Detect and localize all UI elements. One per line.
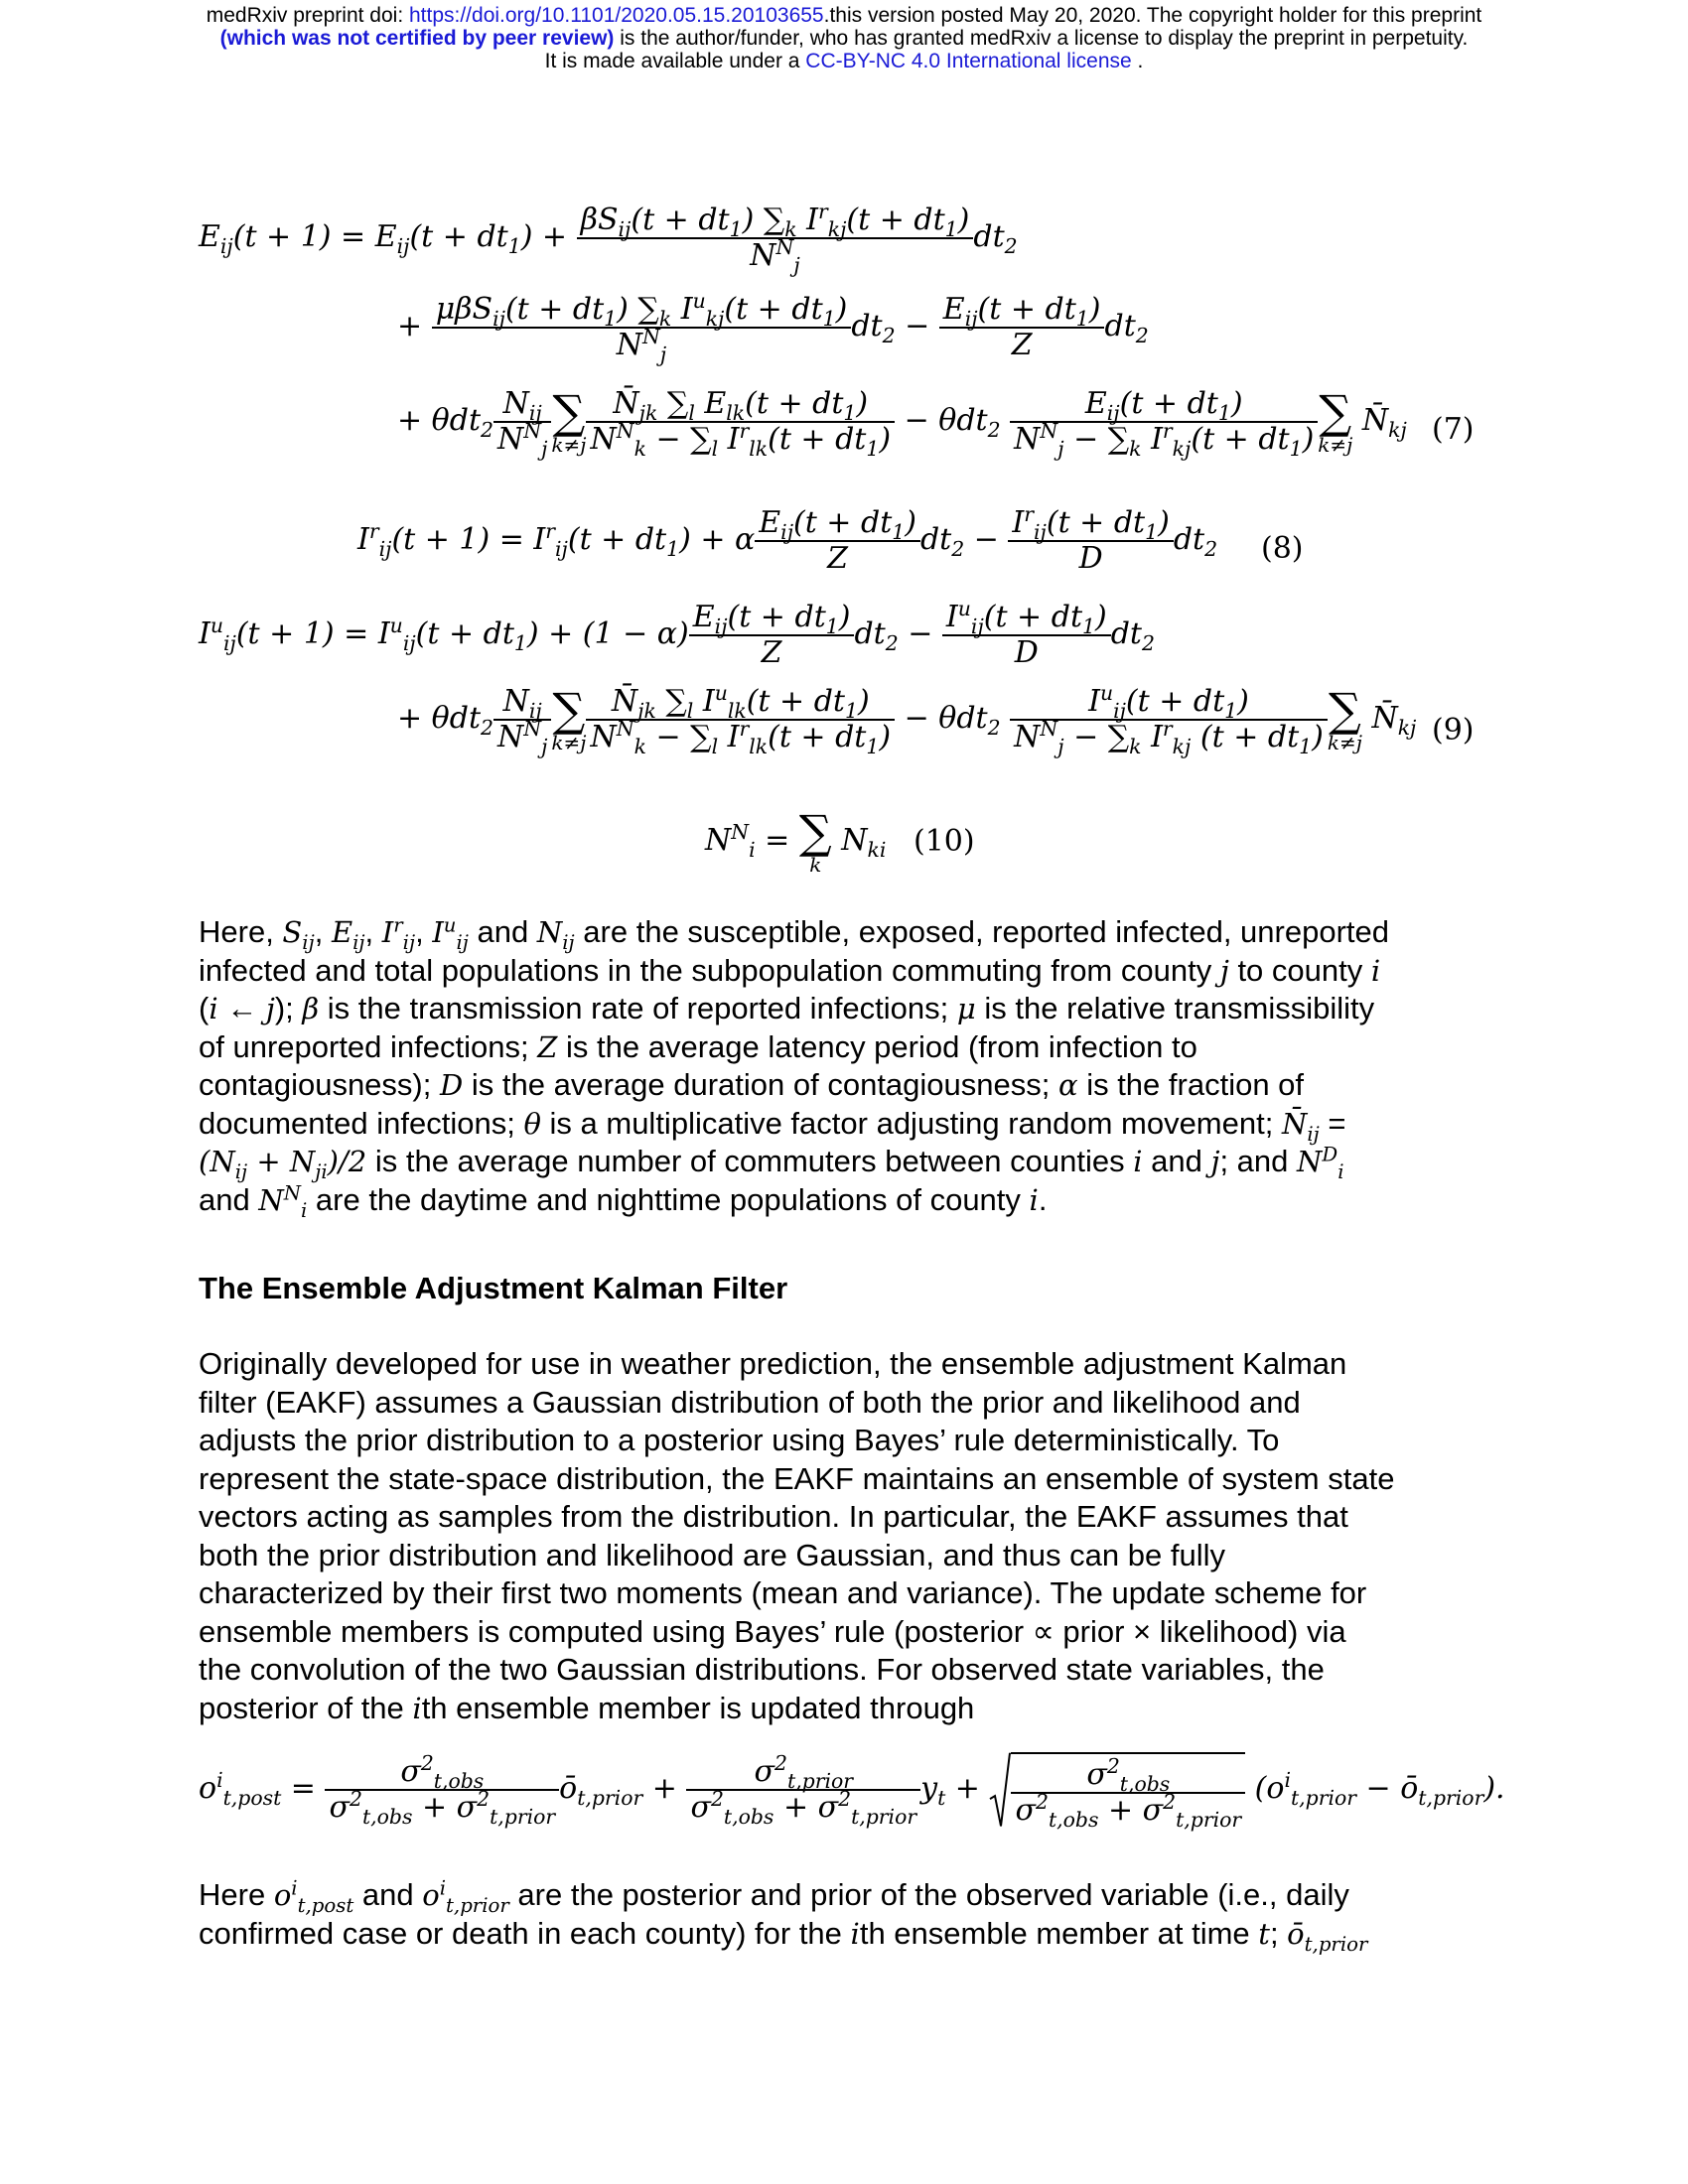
para3-line: Here $o^i_{t,post}$ and $o^i_{t,prior}$ are the posterior and prior of the observed variable (i.e., daily	[199, 1876, 1349, 1917]
para1-line: (i ← j); β is the transmission rate of reported infections; μ is the relative transmissibility	[199, 991, 1375, 1025]
para1-line: documented infections; θ is a multiplicative factor adjusting random movement; $N̄_{ij}$ =	[199, 1105, 1346, 1146]
equation-7-label: (7)	[1432, 412, 1475, 447]
para2-line: filter (EAKF) assumes a Gaussian distribution of both the prior and likelihood and	[199, 1384, 1301, 1420]
para2-line: both the prior distribution and likelihood are Gaussian, and thus can be fully	[199, 1537, 1225, 1572]
sqrt-icon	[989, 1752, 1011, 1828]
equation-9-line-1: $I^u_{ij}(t + 1) = I^u_{ij}(t + dt_1) + (1 - \alpha)$ $\frac{E_{ij}(t + dt_1)}{Z}$ $dt_2$ − $\frac{I^u_{ij}(t + dt_1)}{D}$ $dt_2$	[199, 597, 1155, 670]
header-line-1: medRxiv preprint doi: https://doi.org/10.1101/2020.05.15.20103655.this version posted May 20, 2020. The copyright holder for this preprint	[206, 4, 1482, 27]
doi-link[interactable]: https://doi.org/10.1101/2020.05.15.20103655	[408, 4, 824, 27]
equation-7-line-1: $E_{ij}(t + 1) = E_{ij}(t + dt_1)$ + $\frac{\beta S_{ij}(t + dt_1) \sum_k I^r_{kj}(t + dt_1)}{N^N_j}$ $dt_2$	[199, 200, 1018, 277]
para1-line: of unreported infections; Z is the average latency period (from infection to	[199, 1028, 1197, 1064]
equation-9-label: (9)	[1432, 713, 1475, 748]
para2-line: vectors acting as samples from the distribution. In particular, the EAKF assumes that	[199, 1499, 1348, 1534]
para2-line: posterior of the ith ensemble member is updated through	[199, 1690, 975, 1725]
header-line-2: (which was not certified by peer review) is the author/funder, who has granted medRxiv a license to display the preprint in perpetuity.	[219, 27, 1469, 50]
para2-line: Originally developed for use in weather prediction, the ensemble adjustment Kalman	[199, 1346, 1347, 1381]
eakf-update-equation: $o^i_{t,post}$ = $\frac{\sigma^2_{t,obs}}{\sigma^2_{t,obs} + \sigma^2_{t,prior}}$ $ō_{t,prior}$ + $\frac{\sigma^2_{t,prior}}{\sigma^2_{t,obs} + \sigma^2_{t,prior}}$ $y_t$ + $\frac{\sigma^2_{t,obs}}{\sigma^2_{t,obs} + \sigma^2_{t,prior}}$ ($o^i_{t,prior}$ − $ō_{t,prior}$).	[199, 1751, 1505, 1832]
para2-line: the convolution of the two Gaussian distributions. For observed state variables, the	[199, 1652, 1325, 1687]
equation-8-label: (8)	[1261, 531, 1304, 566]
equation-8: $I^r_{ij}(t + 1) = I^r_{ij}(t + dt_1) + \alpha$ $\frac{E_{ij}(t + dt_1)}{Z}$ $dt_2$ − $\frac{I^r_{ij}(t + dt_1)}{D}$ $dt_2$	[357, 502, 1218, 576]
equation-9-line-2: + θdt$_2$ $\frac{N_{ij}}{N^N_j}$ ∑ k≠j $\frac{N̄_{jk} \sum_l I^u_{lk}(t + dt_1)}{N^N_k - \sum_l I^r_{lk}(t + dt_1)}$ − θdt$_2$ $\frac{I^u_{ij}(t + dt_1)}{N^N_j - \sum_k I^r_{kj} (t + dt_1)}$ ∑ k≠j $N̄_{kj}$	[397, 681, 1417, 758]
equation-10-label: (10)	[914, 824, 975, 859]
license-link[interactable]: CC-BY-NC 4.0 International license	[805, 50, 1132, 72]
preprint-header	[0, 4, 1688, 72]
para2-line: characterized by their first two moments (mean and variance). The update scheme for	[199, 1575, 1367, 1610]
definitions-paragraph	[199, 913, 1489, 1222]
para1-line: infected and total populations in the subpopulation commuting from county j to county i	[199, 952, 1381, 988]
para3-line: confirmed case or death in each county) for the ith ensemble member at time t; $ō_{t,prior}$	[199, 1915, 1368, 1956]
para1-line: contagiousness); D is the average duration of contagiousness; α is the fraction of	[199, 1067, 1305, 1102]
para2-line: ensemble members is computed using Bayes’ rule (posterior ∝ prior × likelihood) via	[199, 1613, 1346, 1649]
para2-line: adjusts the prior distribution to a posterior using Bayes’ rule deterministically. To	[199, 1423, 1280, 1457]
para1-line: $(N_{ij} + N_{ji})/2$ is the average number of commuters between counties i and j; and $N^D_i$	[199, 1143, 1344, 1183]
para1-line: Here, $S_{ij}$, $E_{ij}$, $I^r_{ij}$, $I^u_{ij}$ and $N_{ij}$ are the susceptible, exposed, reported infected, unreported	[199, 913, 1389, 954]
equation-7-line-2: + $\frac{\mu\beta S_{ij}(t + dt_1) \sum_k I^u_{kj}(t + dt_1)}{N^N_j}$ $dt_2$ − $\frac{E_{ij}(t + dt_1)}{Z}$ $dt_2$	[397, 289, 1149, 366]
posterior-paragraph	[199, 1876, 1489, 1956]
para2-line: represent the state-space distribution, the EAKF maintains an ensemble of system state	[199, 1460, 1395, 1496]
para1-line: and $N^N_i$ are the daytime and nighttime populations of county i.	[199, 1180, 1048, 1222]
eakf-paragraph	[199, 1345, 1489, 1727]
equation-10: $N^N_i$ = ∑ k $N_{ki}$	[705, 805, 887, 877]
section-heading: The Ensemble Adjustment Kalman Filter	[199, 1271, 788, 1305]
equation-7-line-3: + θdt$_2$ $\frac{N_{ij}}{N^N_j}$ ∑ k≠j $\frac{N̄_{jk} \sum_l E_{lk}(t + dt_1)}{N^N_k - \sum_l I^r_{lk}(t + dt_1)}$ − θdt$_2$ $\frac{E_{ij}(t + dt_1)}{N^N_j - \sum_k I^r_{kj}(t + dt_1)}$ ∑ k≠j $N̄_{kj}$	[397, 385, 1407, 461]
header-line-3: It is made available under a CC-BY-NC 4.0 International license .	[544, 50, 1144, 72]
